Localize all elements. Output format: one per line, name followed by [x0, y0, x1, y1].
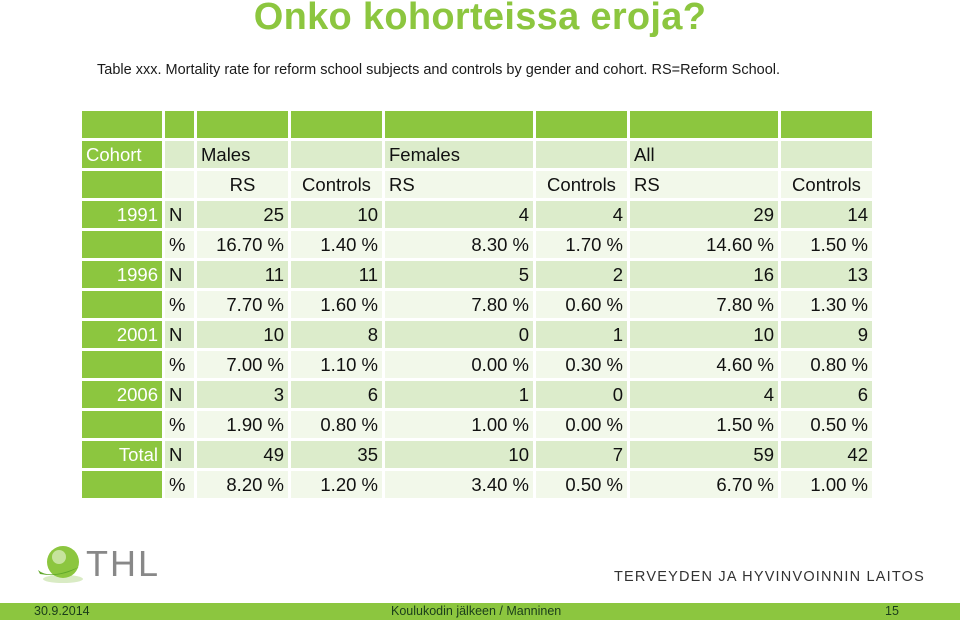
- cohort-label: 1996: [82, 261, 162, 288]
- table-cell: 0: [385, 321, 533, 348]
- table-cell: 10: [291, 201, 382, 228]
- measure-label: N: [165, 201, 194, 228]
- measure-label: %: [165, 291, 194, 318]
- table-cell: 8.30 %: [385, 231, 533, 258]
- table-cell: 1.50 %: [630, 411, 778, 438]
- table-cell: 0.50 %: [536, 471, 627, 498]
- table-cell: 0.30 %: [536, 351, 627, 378]
- table-cell: 1.30 %: [781, 291, 872, 318]
- table-cell: 9: [781, 321, 872, 348]
- table-cell: 6: [291, 381, 382, 408]
- cohort-header: Cohort: [82, 141, 162, 168]
- table-cell: 11: [197, 261, 288, 288]
- table-cell: 1.90 %: [197, 411, 288, 438]
- females-header: Females: [385, 141, 533, 168]
- table-cell: 35: [291, 441, 382, 468]
- cohort-label: 2001: [82, 321, 162, 348]
- measure-label: N: [165, 381, 194, 408]
- table-cell: 4: [536, 201, 627, 228]
- table-cell: 10: [197, 321, 288, 348]
- table-cell: 10: [630, 321, 778, 348]
- table-cell: 1.20 %: [291, 471, 382, 498]
- table-cell: 0.00 %: [536, 411, 627, 438]
- measure-label: N: [165, 321, 194, 348]
- footer-bar: [0, 603, 960, 620]
- group-header-row: [82, 141, 872, 168]
- table-cell: 1.40 %: [291, 231, 382, 258]
- table-row: [82, 201, 872, 228]
- all-header: All: [630, 141, 778, 168]
- cohort-label: 2006: [82, 381, 162, 408]
- table-row: [82, 321, 872, 348]
- table-cell: 7.00 %: [197, 351, 288, 378]
- table-cell: 59: [630, 441, 778, 468]
- table-cell: 25: [197, 201, 288, 228]
- table-cell: 49: [197, 441, 288, 468]
- females-rs-header: RS: [385, 171, 533, 198]
- table-cell: 2: [536, 261, 627, 288]
- table-cell: 8.20 %: [197, 471, 288, 498]
- thl-logo-text: THL: [86, 543, 161, 584]
- table-cell: 1.60 %: [291, 291, 382, 318]
- table-cell: 3.40 %: [385, 471, 533, 498]
- measure-label: %: [165, 471, 194, 498]
- table-cell: 1.50 %: [781, 231, 872, 258]
- thl-sphere-logo-icon: [35, 540, 87, 591]
- table-caption: Table xxx. Mortality rate for reform school subjects and controls by gender and cohort. RS=Reform School.: [97, 62, 781, 78]
- footer-date: 30.9.2014: [34, 604, 90, 618]
- table-row: [82, 291, 872, 318]
- table-cell: 1.10 %: [291, 351, 382, 378]
- table-cell: 8: [291, 321, 382, 348]
- table-cell: 1.00 %: [385, 411, 533, 438]
- measure-label: N: [165, 261, 194, 288]
- measure-label: %: [165, 411, 194, 438]
- table-row: [82, 261, 872, 288]
- table-cell: 3: [197, 381, 288, 408]
- males-controls-header: Controls: [291, 171, 382, 198]
- table-cell: 1: [385, 381, 533, 408]
- table-cell: 0.00 %: [385, 351, 533, 378]
- table-cell: 1.70 %: [536, 231, 627, 258]
- mortality-table: [79, 108, 875, 501]
- institute-name: TERVEYDEN JA HYVINVOINNIN LAITOS: [614, 569, 926, 585]
- page-number: 15: [885, 604, 899, 618]
- measure-label: %: [165, 231, 194, 258]
- table-cell: 0: [536, 381, 627, 408]
- table-cell: 10: [385, 441, 533, 468]
- table-cell: 16: [630, 261, 778, 288]
- table-row: [82, 231, 872, 258]
- measure-label: N: [165, 441, 194, 468]
- table-cell: 14: [781, 201, 872, 228]
- footer-center-text: Koulukodin jälkeen / Manninen: [391, 604, 562, 618]
- table-cell: 11: [291, 261, 382, 288]
- measure-label: %: [165, 351, 194, 378]
- males-header: Males: [197, 141, 288, 168]
- table-cell: 14.60 %: [630, 231, 778, 258]
- table-cell: 16.70 %: [197, 231, 288, 258]
- table-row: [82, 471, 872, 498]
- cohort-label: 1991: [82, 201, 162, 228]
- table-cell: 13: [781, 261, 872, 288]
- table-cell: 7.80 %: [630, 291, 778, 318]
- table-cell: 4: [385, 201, 533, 228]
- females-controls-header: Controls: [536, 171, 627, 198]
- table-row: [82, 441, 872, 468]
- table-cell: 6: [781, 381, 872, 408]
- table-cell: 7: [536, 441, 627, 468]
- table-row: [82, 411, 872, 438]
- blank-header-row: [82, 111, 872, 138]
- table-row: [82, 381, 872, 408]
- table-cell: 1: [536, 321, 627, 348]
- table-cell: 1.00 %: [781, 471, 872, 498]
- table-cell: 42: [781, 441, 872, 468]
- table-row: [82, 351, 872, 378]
- table-cell: 0.80 %: [781, 351, 872, 378]
- table-cell: 7.70 %: [197, 291, 288, 318]
- all-controls-header: Controls: [781, 171, 872, 198]
- table-cell: 0.50 %: [781, 411, 872, 438]
- subheader-row: [82, 171, 872, 198]
- table-cell: 0.60 %: [536, 291, 627, 318]
- table-cell: 6.70 %: [630, 471, 778, 498]
- table-cell: 4: [630, 381, 778, 408]
- cohort-label: Total: [82, 441, 162, 468]
- table-cell: 4.60 %: [630, 351, 778, 378]
- slide-title: Onko kohorteissa eroja?: [253, 0, 707, 38]
- table-cell: 0.80 %: [291, 411, 382, 438]
- males-rs-header: RS: [197, 171, 288, 198]
- table-cell: 7.80 %: [385, 291, 533, 318]
- table-cell: 29: [630, 201, 778, 228]
- all-rs-header: RS: [630, 171, 778, 198]
- table-cell: 5: [385, 261, 533, 288]
